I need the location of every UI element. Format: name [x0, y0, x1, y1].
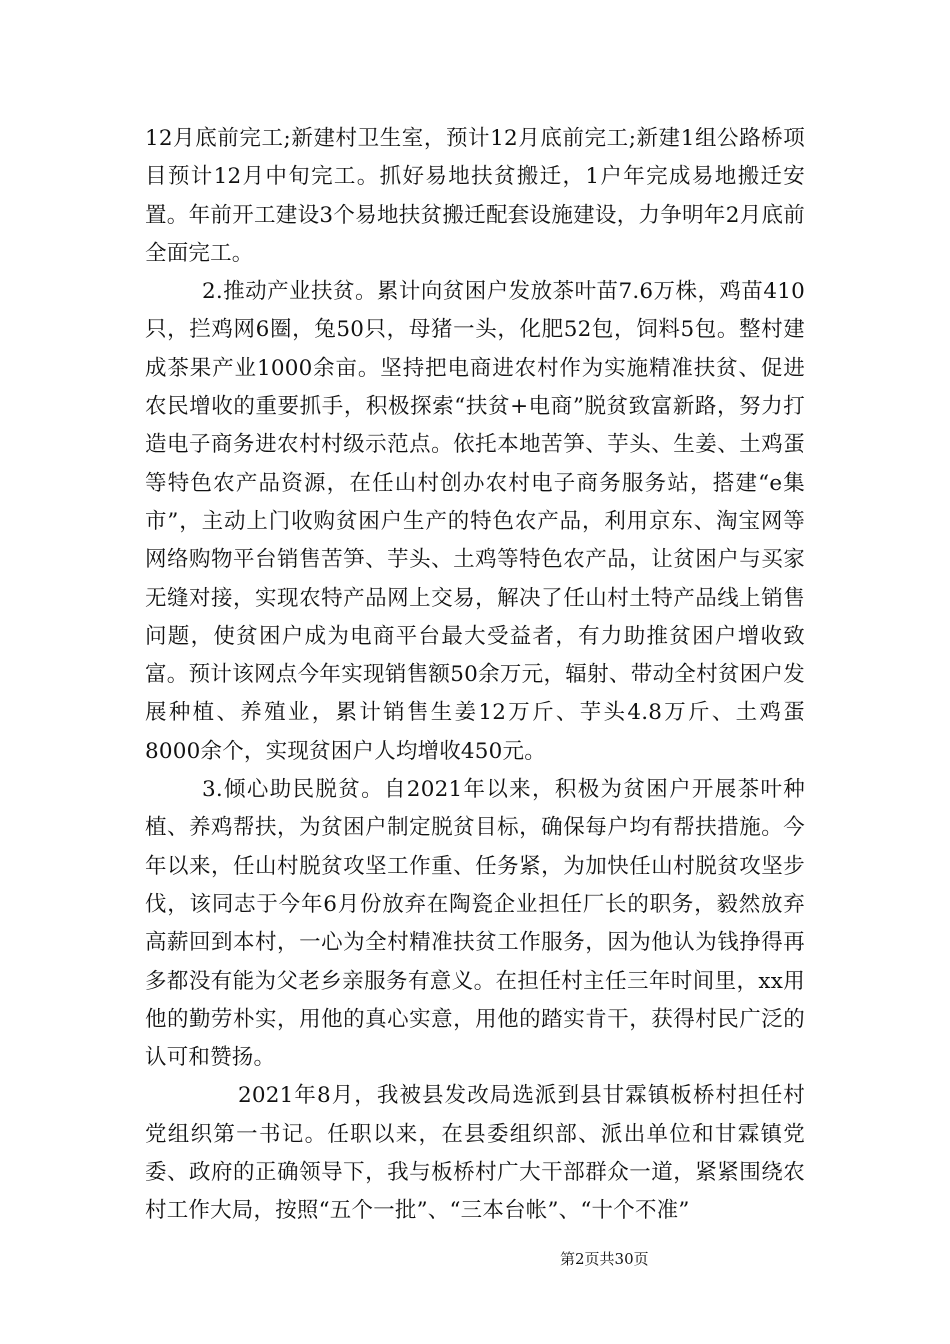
page-number-footer: 第2页共30页	[560, 1250, 649, 1268]
paragraph-continued: 12月底前完工;新建村卫生室，预计12月底前完工;新建1组公路桥项目预计12月中旬完工。抓好易地扶贫搬迁，1户年完成易地搬迁安置。年前开工建设3个易地扶贫搬迁配套设施建设，力争明年2月底前全面完工。	[145, 126, 805, 266]
paragraph-first-secretary: 2021年8月，我被县发改局选派到县甘霖镇板桥村担任村党组织第一书记。任职以来，在县委组织部、派出单位和甘霖镇党委、政府的正确领导下，我与板桥村广大干部群众一道，紧紧围绕农村工作大局，按照“五个一批”、“三本台帐”、“十个不准”	[145, 1083, 805, 1224]
document-body	[145, 120, 805, 1231]
paragraph-helping-villagers: 3.倾心助民脱贫。自2021年以来，积极为贫困户开展茶叶种植、养鸡帮扶，为贫困户制定脱贫目标，确保每户均有帮扶措施。今年以来，任山村脱贫攻坚工作重、任务紧，为加快任山村脱贫攻坚步伐，该同志于今年6月份放弃在陶瓷企业担任厂长的职务，毅然放弃高薪回到本村，一心为全村精准扶贫工作服务，因为他认为钱挣得再多都没有能为父老乡亲服务有意义。在担任村主任三年时间里，xx用他的勤劳朴实，用他的真心实意，用他的踏实肯干，获得村民广泛的认可和赞扬。	[145, 777, 805, 1071]
paragraph-industry-poverty-relief: 2.推动产业扶贫。累计向贫困户发放茶叶苗7.6万株，鸡苗410只，拦鸡网6圈，兔50只，母猪一头，化肥52包，饲料5包。整村建成茶果产业1000余亩。坚持把电商进农村作为实施精准扶贫、促进农民增收的重要抓手，积极探索“扶贫+电商”脱贫致富新路，努力打造电子商务进农村村级示范点。依托本地苦笋、芋头、生姜、土鸡蛋等特色农产品资源，在任山村创办农村电子商务服务站，搭建“e集市”，主动上门收购贫困户生产的特色农产品，利用京东、淘宝网等网络购物平台销售苦笋、芋头、土鸡等特色农产品，让贫困户与买家无缝对接，实现农特产品网上交易，解决了任山村土特产品线上销售问题，使贫困户成为电商平台最大受益者，有力助推贫困户增收致富。预计该网点今年实现销售额50余万元，辐射、带动全村贫困户发展种植、养殖业，累计销售生姜12万斤、芋头4.8万斤、土鸡蛋8000余个，实现贫困户人均增收450元。	[145, 279, 805, 764]
